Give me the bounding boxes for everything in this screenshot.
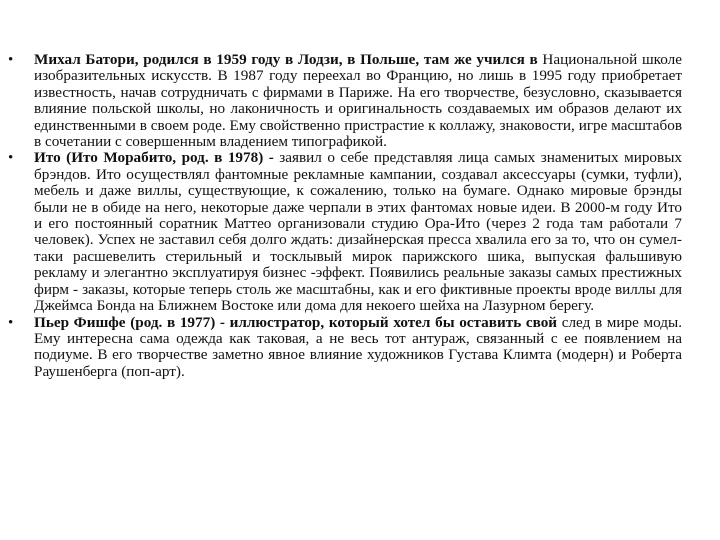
bullet-body-text: заявил о себе представляя лица самых знаменитых мировых брэндов. Ито осуществлял фантомные рекламные кампании, создавал аксессуары (сумки, туфли), мебель и даже виллы, существующие, к сожалению, только на бумаге. Однако мировые брэнды были не в обиде на него, некоторые даже черпали в этих фантомах новые идеи. В 2000-м году Ито и его постоянный соратник Маттео организовали студию Ора-Ито (через 2 года там работали 7 человек). Успех не заставил себя долго ждать: дизайнерская пресса хвалила его за то, что он сумел-таки расшевелить стерильный и тосклывый мирок парижского шика, выпуская фальшивую рекламу и элегантно эксплуатируя бизнес -эффект. Появились реальные заказы самых престижных фирм - заказы, которые теперь столь же масштабны, как и его фиктивные проекты вроде виллы для Джеймса Бонда на Ближнем Востоке или дома для некоего шейха на Лазурном берегу. [34, 149, 682, 315]
bullet-lead-text: Пьер Фишфе (род. в 1977) - иллюстратор, который хотел бы оставить свой [34, 313, 558, 331]
bullet-item-fichefet [0, 315, 720, 381]
bullet-dot-icon: • [8, 52, 14, 68]
bullet-item-batory [0, 52, 720, 150]
bullet-list [0, 52, 720, 380]
bullet-item-ito [0, 150, 720, 314]
bullet-dot-icon: • [8, 314, 14, 331]
bullet-body-text: Национальной школе изобразительных искусств. В 1987 году переехал во Францию, но лишь в 1995 году приобретает известность, начав сотрудничать с фирмами в Париже. На его творчестве, безусловно, сказывается влияние польской школы, но лаконичность и оригинальность создаваемых им образов делают их единственными в своем роде. Ему свойственно пристрастие к коллажу, знаковости, игре масштабов в сочетании с совершенным владением типографикой. [34, 51, 682, 151]
bullet-dot-icon: • [8, 150, 14, 167]
bullet-lead-text: Ито (Ито Морабито, род. в 1978) - [34, 149, 280, 167]
bullet-body-text: след в мире моды. Ему интересна сама одежда как таковая, а не весь тот антураж, связанный с ее появлением на подиуме. В его творчестве заметно явное влияние художников Густава Климта (модерн) и Роберта Раушенберга (поп-арт). [34, 313, 682, 380]
bullet-lead-text: Михал Батори, родился в 1959 году в Лодзи, в Польше, там же учился в [34, 51, 538, 68]
